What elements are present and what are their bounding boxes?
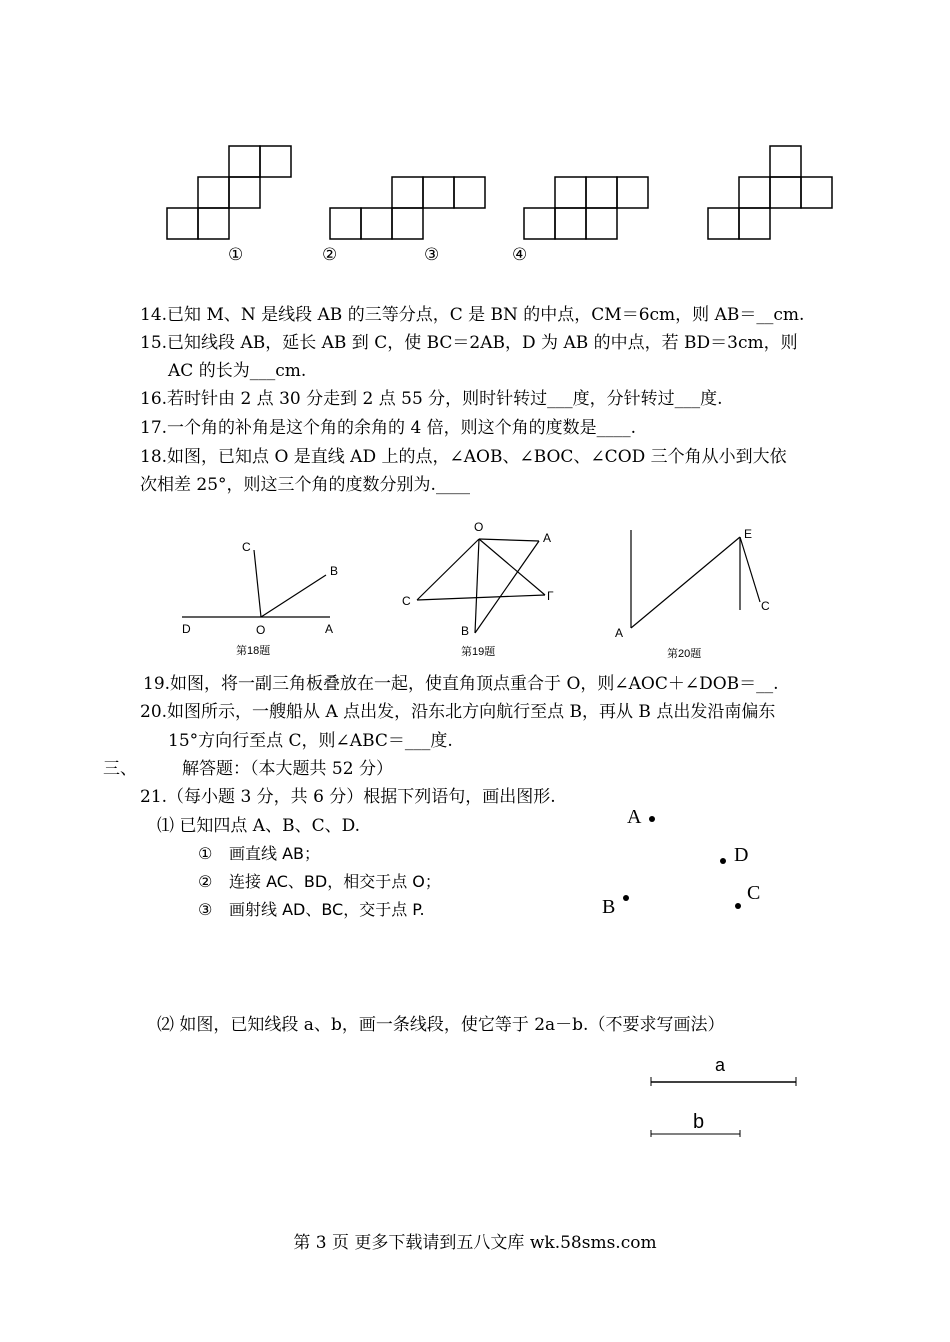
net-label-1: ① (228, 245, 244, 265)
question-15-line1: 15.已知线段 AB，延长 AB 到 C，使 BC＝2AB，D 为 AB 的中点，若 BD＝3cm，则 (140, 333, 798, 353)
q21-step-1-num: ① (198, 844, 213, 863)
question-20-line1: 20.如图所示，一艘船从 A 点出发，沿东北方向航行至点 B，再从 B 点出发沿南偏东 (140, 702, 776, 722)
fig19-label-a: A (543, 531, 552, 545)
point-c-label: C (747, 882, 761, 904)
question-19: 19.如图，将一副三角板叠放在一起，使直角顶点重合于 O，则∠AOC＋∠DOB＝__. (143, 674, 779, 694)
segment-a-label: a (715, 1055, 726, 1075)
page-footer: 第 3 页 更多下载请到五八文库 wk.58sms.com (293, 1233, 657, 1253)
fig20-label-a: A (615, 626, 624, 640)
segments-figure (640, 1050, 810, 1145)
question-20-line2: 15°方向行至点 C，则∠ABC＝___度. (168, 731, 453, 751)
point-d-label: D (734, 844, 749, 866)
question-18-line2: 次相差 25°，则这三个角的度数分别为.____ (140, 475, 470, 495)
fig19-label-d: Γ (547, 589, 554, 603)
fig19-label-b: B (461, 624, 470, 638)
fig20-label-b: E (744, 527, 753, 541)
fig18-caption: 第18题 (236, 645, 271, 657)
point-c (735, 903, 741, 909)
figure-19 (395, 515, 575, 660)
question-15-line2: AC 的长为___cm. (168, 361, 307, 381)
fig18-label-o: O (256, 623, 266, 637)
question-14: 14.已知 M、N 是线段 AB 的三等分点，C 是 BN 的中点，CM＝6cm，则 AB＝__cm. (140, 305, 805, 325)
net-label-2: ② (322, 245, 338, 265)
fig18-label-d: D (182, 622, 191, 636)
point-b (623, 895, 629, 901)
fig19-label-c: C (402, 594, 411, 608)
q21-step-2-num: ② (198, 872, 213, 891)
fig18-label-c: C (242, 540, 251, 554)
cube-nets-figure (0, 130, 950, 280)
question-21-part2: ⑵ 如图，已知线段 a、b，画一条线段，使它等于 2a－b.（不要求写画法） (157, 1015, 725, 1035)
fig18-label-a: A (325, 622, 334, 636)
section-3-number: 三、 (103, 759, 137, 779)
question-21-title: 21.（每小题 3 分，共 6 分）根据下列语句，画出图形. (140, 787, 556, 807)
section-3-title: 解答题：（本大题共 52 分） (182, 759, 393, 779)
q21-step-2-text: 连接 AC、BD，相交于点 O； (229, 872, 441, 891)
figure-18 (170, 530, 350, 660)
q21-step-3-num: ③ (198, 900, 213, 919)
q21-step-1-text: 画直线 AB； (229, 844, 321, 863)
fig20-caption: 第20题 (667, 648, 702, 660)
question-21-part1: ⑴ 已知四点 A、B、C、D. (157, 816, 361, 836)
fig19-label-o: O (474, 520, 484, 534)
point-a-label: A (627, 806, 642, 828)
net-label-3: ③ (424, 245, 440, 265)
question-17: 17.一个角的补角是这个角的余角的 4 倍，则这个角的度数是____. (140, 418, 637, 438)
net-label-4: ④ (512, 245, 528, 265)
q21-step-3-text: 画射线 AD、BC，交于点 P. (229, 900, 425, 919)
figure-20 (610, 520, 785, 660)
point-a (649, 816, 655, 822)
segment-b-label: b (693, 1111, 705, 1133)
fig18-label-b: B (330, 564, 339, 578)
point-b-label: B (602, 896, 616, 918)
question-18-line1: 18.如图，已知点 O 是直线 AD 上的点，∠AOB、∠BOC、∠COD 三个角从小到大依 (140, 447, 787, 467)
fig19-caption: 第19题 (461, 646, 496, 658)
question-16: 16.若时针由 2 点 30 分走到 2 点 55 分，则时针转过___度，分针转过___度. (140, 389, 723, 409)
fig20-label-c: C (761, 599, 770, 613)
point-d (720, 858, 726, 864)
